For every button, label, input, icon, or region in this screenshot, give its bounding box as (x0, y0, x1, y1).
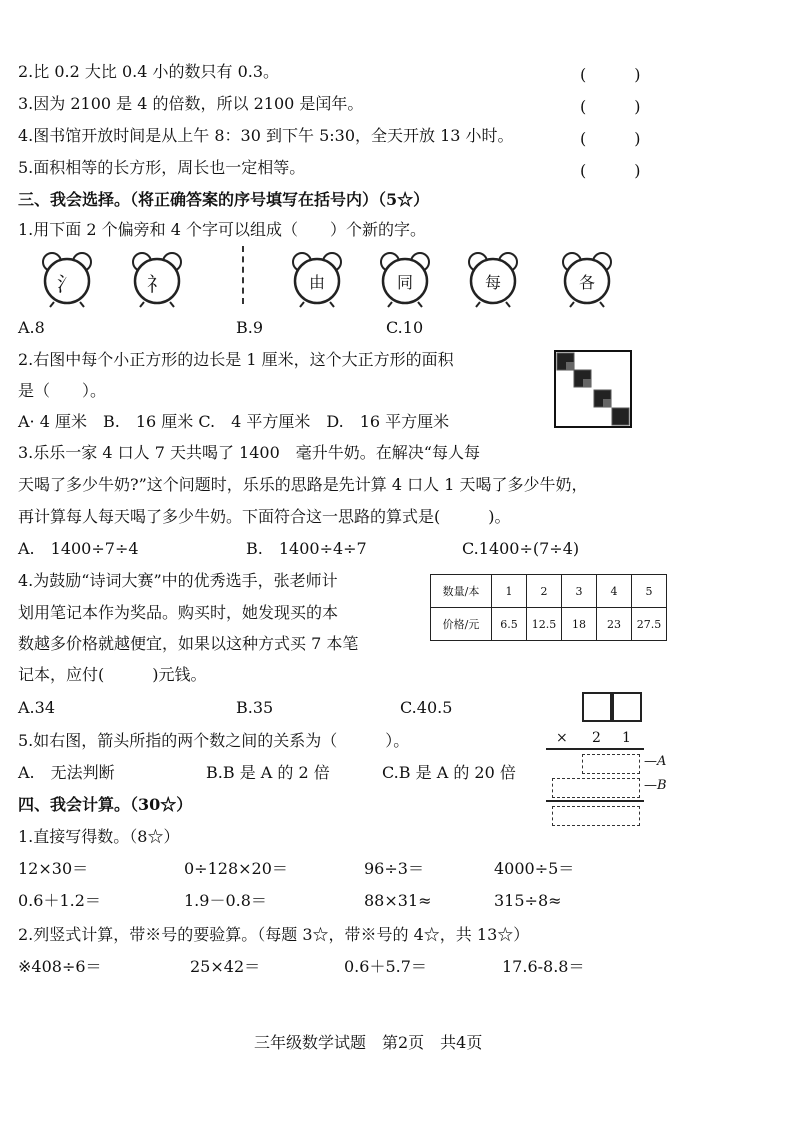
vertical-calc-item[interactable]: 0.6＋5.7＝ (344, 957, 427, 976)
part2-title: 2.列竖式计算，带※号的要验算。（每题 3☆，带※号的 4☆，共 13☆） (18, 925, 530, 944)
char-card-1 (290, 250, 344, 312)
table-cell: 5 (632, 575, 667, 608)
calc-item[interactable]: 0÷128×20＝ (184, 859, 288, 878)
q4-line4: 记本，应付( )元钱。 (18, 665, 207, 684)
answer-paren[interactable]: ( ) (580, 97, 641, 116)
q3-line2: 天喝了多少牛奶?”这个问题时，乐乐的思路是先计算 4 口人 1 天喝了多少牛奶， (18, 475, 588, 494)
answer-paren[interactable]: ( ) (580, 129, 641, 148)
times-sign: × (556, 730, 568, 746)
q5-option-c[interactable]: C.B 是 A 的 20 倍 (382, 763, 516, 782)
radical-card-2 (130, 250, 184, 312)
judge-item-4: 4.图书馆开放时间是从上午 8：30 到下午 5:30，全天开放 13 小时。 (18, 126, 514, 145)
calc-item[interactable]: 4000÷5＝ (494, 859, 575, 878)
divider-dashed (242, 246, 244, 304)
multiplier-digit: 2 (592, 730, 601, 746)
q2-stem-line2: 是（ ）。 (18, 381, 107, 400)
calc-item[interactable]: 0.6＋1.2＝ (18, 891, 101, 910)
q5-stem: 5.如右图，箭头所指的两个数之间的关系为（ ）。 (18, 731, 410, 750)
judge-item-2: 2.比 0.2 大比 0.4 小的数只有 0.3。 (18, 62, 280, 81)
q3-option-c[interactable]: C.1400÷(7÷4) (462, 539, 580, 558)
q1-option-c[interactable]: C.10 (386, 318, 424, 337)
partial-product-a (582, 754, 640, 774)
table-header-cell: 数量/本 (431, 575, 492, 608)
partial-product-b (552, 778, 640, 798)
radical-card-1 (40, 250, 94, 312)
table-row (431, 608, 667, 641)
table-cell: 3 (562, 575, 597, 608)
calc-item[interactable]: 88×31≈ (364, 891, 432, 910)
label-a: —A (644, 754, 667, 769)
label-b: —B (644, 778, 667, 793)
section-3-title: 三、我会选择。（将正确答案的序号填写在括号内）（5☆） (18, 190, 430, 209)
char-card-2 (378, 250, 432, 312)
q4-option-a[interactable]: A.34 (18, 698, 55, 717)
part1-title: 1.直接写得数。（8☆） (18, 827, 180, 846)
vertical-calc-item[interactable]: 25×42＝ (190, 957, 261, 976)
q1-stem: 1.用下面 2 个偏旁和 4 个字可以组成（ ）个新的字。 (18, 220, 426, 239)
table-cell: 18 (562, 608, 597, 641)
judge-item-3: 3.因为 2100 是 4 的倍数，所以 2100 是闰年。 (18, 94, 364, 113)
q4-line3: 数越多价格就越便宜，如果以这种方式买 7 本笔 (18, 634, 359, 653)
table-cell: 12.5 (527, 608, 562, 641)
section-4-title: 四、我会计算。（30☆） (18, 795, 193, 814)
word-char: 各 (578, 273, 595, 292)
q3-option-a[interactable]: A. 1400÷7÷4 (18, 539, 139, 558)
q3-line1: 3.乐乐一家 4 口人 7 天共喝了 1400 毫升牛奶。在解决“每人每 (18, 443, 480, 462)
vertical-calc-item[interactable]: 17.6-8.8＝ (502, 957, 585, 976)
radical-char: 礻 (147, 272, 167, 296)
table-cell: 6.5 (492, 608, 527, 641)
table-row (431, 575, 667, 608)
q1-option-a[interactable]: A.8 (18, 318, 45, 337)
q3-option-b[interactable]: B. 1400÷4÷7 (246, 539, 367, 558)
q4-line2: 划用笔记本作为奖品。购买时，她发现买的本 (18, 603, 339, 622)
sum-line (546, 800, 644, 802)
q4-option-b[interactable]: B.35 (236, 698, 274, 717)
q4-line1: 4.为鼓励“诗词大赛”中的优秀选手，张老师计 (18, 571, 338, 590)
table-cell: 1 (492, 575, 527, 608)
char-card-3 (466, 250, 520, 312)
page-footer: 三年级数学试题 第2页 共4页 (254, 1033, 483, 1052)
table-cell: 23 (597, 608, 632, 641)
product-line (546, 748, 644, 750)
word-char: 由 (308, 273, 325, 292)
word-char: 每 (484, 273, 501, 292)
price-table (430, 574, 667, 641)
q4-option-c[interactable]: C.40.5 (400, 698, 453, 717)
answer-paren[interactable]: ( ) (580, 161, 641, 180)
table-header-cell: 价格/元 (431, 608, 492, 641)
blank-digit-box (612, 692, 642, 722)
blank-digit-box (582, 692, 612, 722)
vertical-calc-item[interactable]: ※408÷6＝ (18, 957, 102, 976)
judge-item-5: 5.面积相等的长方形，周长也一定相等。 (18, 158, 306, 177)
radical-char: 氵 (57, 272, 77, 296)
q2-options[interactable]: A· 4 厘米 B. 16 厘米 C. 4 平方厘米 D. 16 平方厘米 (18, 412, 450, 431)
calc-item[interactable]: 96÷3＝ (364, 859, 424, 878)
final-product (552, 806, 640, 826)
multiplier-digit: 1 (622, 730, 631, 746)
table-cell: 4 (597, 575, 632, 608)
table-cell: 2 (527, 575, 562, 608)
q3-line3: 再计算每人每天喝了多少牛奶。下面符合这一思路的算式是( )。 (18, 507, 511, 526)
char-card-4 (560, 250, 614, 312)
q1-option-b[interactable]: B.9 (236, 318, 264, 337)
word-char: 同 (396, 273, 413, 292)
q5-option-a[interactable]: A. 无法判断 (18, 763, 115, 782)
table-cell: 27.5 (632, 608, 667, 641)
square-grid-figure (554, 350, 632, 432)
answer-paren[interactable]: ( ) (580, 65, 641, 84)
calc-item[interactable]: 1.9－0.8＝ (184, 891, 267, 910)
q2-stem-line1: 2.右图中每个小正方形的边长是 1 厘米，这个大正方形的面积 (18, 350, 454, 369)
q5-option-b[interactable]: B.B 是 A 的 2 倍 (206, 763, 330, 782)
calc-item[interactable]: 12×30＝ (18, 859, 89, 878)
calc-item[interactable]: 315÷8≈ (494, 891, 562, 910)
